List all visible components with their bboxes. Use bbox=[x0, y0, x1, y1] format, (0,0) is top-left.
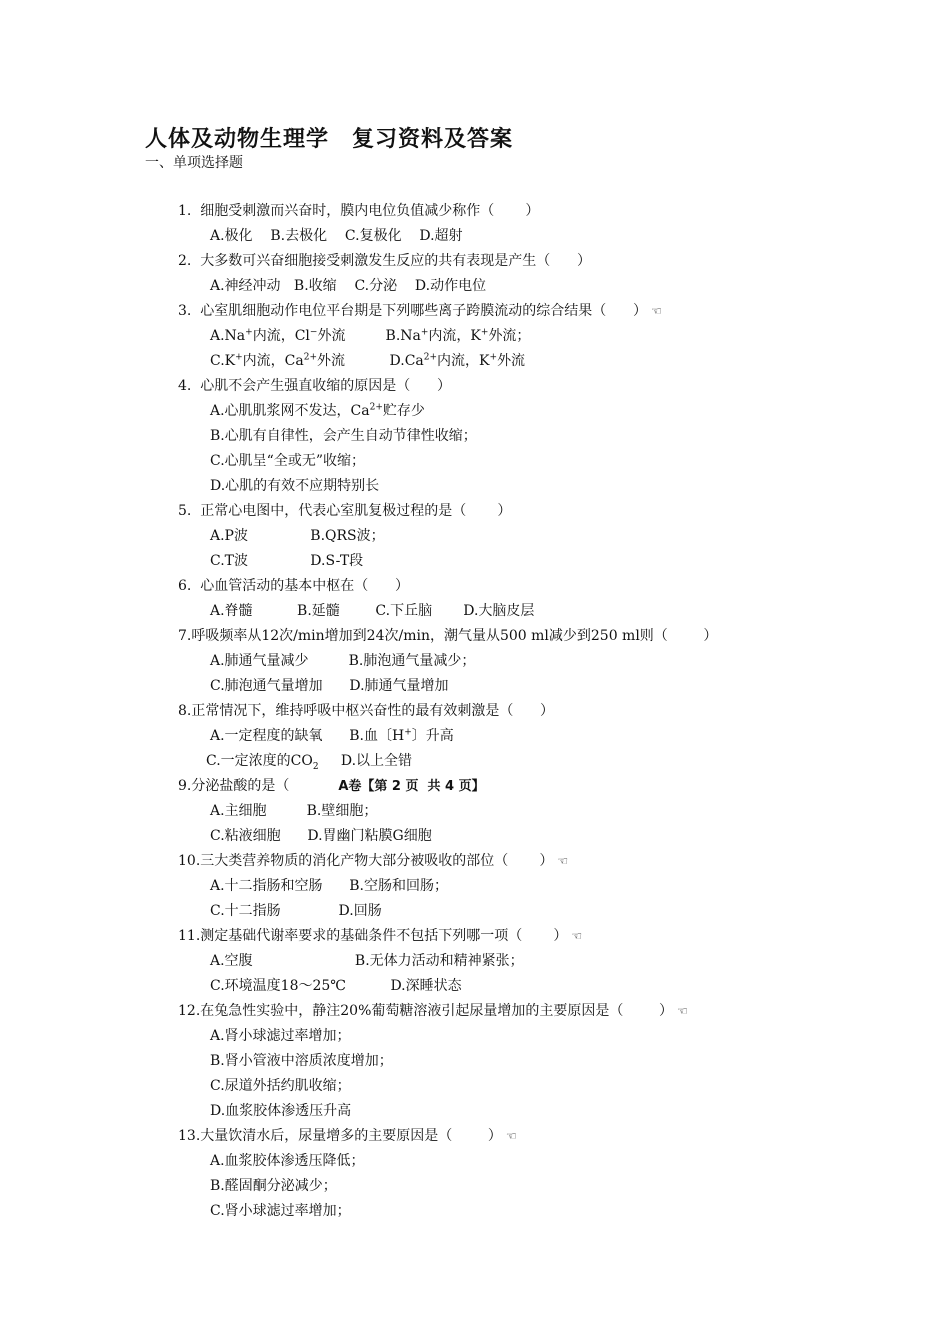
question-11-stem-line bbox=[178, 926, 582, 946]
question-11-options-ab: A.空腹 B.无体力活动和精神紧张； bbox=[210, 953, 524, 969]
hand-pointer-icon: ☜ bbox=[650, 304, 662, 318]
question-7-options-ab: A.肺通气量减少 B.肺泡通气量减少； bbox=[210, 653, 476, 669]
question-4-option-b: B.心肌有自律性，会产生自动节律性收缩； bbox=[210, 428, 477, 444]
question-3-stem-line bbox=[178, 301, 662, 321]
question-4-stem: 4. 心肌不会产生强直收缩的原因是（ ） bbox=[178, 378, 451, 394]
question-12-option-d: D.血浆胶体渗透压升高 bbox=[210, 1103, 352, 1119]
section-heading: 一、单项选择题 bbox=[145, 155, 243, 171]
question-13-stem: 13.大量饮清水后，尿量增多的主要原因是（ ） bbox=[178, 1128, 502, 1144]
question-8-stem: 8.正常情况下，维持呼吸中枢兴奋性的最有效刺激是（ ） bbox=[178, 703, 555, 719]
question-9-options-cd: C.粘液细胞 D.胃幽门粘膜G细胞 bbox=[210, 828, 432, 844]
question-13-option-b: B.醛固酮分泌减少； bbox=[210, 1178, 337, 1194]
question-9-options-ab: A.主细胞 B.壁细胞； bbox=[210, 803, 378, 819]
question-10-stem-line bbox=[178, 851, 568, 871]
question-13-option-a: A.血浆胶体渗透压降低； bbox=[210, 1153, 365, 1169]
question-12-option-b: B.肾小管液中溶质浓度增加； bbox=[210, 1053, 393, 1069]
question-12-option-a: A.肾小球滤过率增加； bbox=[210, 1028, 351, 1044]
question-5-options-cd: C.T波 D.S-T段 bbox=[210, 553, 364, 569]
question-3-options-ab: A.Na+内流，Cl−外流 B.Na+内流，K+外流； bbox=[210, 327, 531, 344]
question-7-options-cd: C.肺泡通气量增加 D.肺通气量增加 bbox=[210, 678, 449, 694]
question-9-stem: 9.分泌盐酸的是（ bbox=[178, 778, 339, 794]
question-2-stem: 2. 大多数可兴奋细胞接受刺激发生反应的共有表现是产生（ ） bbox=[178, 253, 591, 269]
question-12-stem-line bbox=[178, 1001, 688, 1021]
question-7-stem: 7.呼吸频率从12次/min增加到24次/min，潮气量从500 ml减少到250 ml则（ ） bbox=[178, 628, 718, 644]
hand-pointer-icon: ☜ bbox=[505, 1129, 517, 1143]
question-4-option-a: A.心肌肌浆网不发达，$Ca^{2+}$贮存少 bbox=[210, 402, 425, 419]
page-footer: A卷【第 2 页 共 4 页】 bbox=[338, 779, 485, 794]
question-5-stem: 5. 正常心电图中，代表心室肌复极过程的是（ ） bbox=[178, 503, 512, 519]
question-6-stem: 6. 心血管活动的基本中枢在（ ） bbox=[178, 578, 409, 594]
hand-pointer-icon: ☜ bbox=[676, 1004, 688, 1018]
question-11-options-cd: C.环境温度18～25℃ D.深睡状态 bbox=[210, 978, 462, 994]
question-5-options-ab: A.P波 B.QRS波； bbox=[210, 528, 385, 544]
hand-pointer-icon: ☜ bbox=[571, 929, 583, 943]
question-10-options-ab: A.十二指肠和空肠 B.空肠和回肠； bbox=[210, 878, 448, 894]
question-12-stem: 12.在兔急性实验中，静注20%葡萄糖溶液引起尿量增加的主要原因是（ ） bbox=[178, 1003, 673, 1019]
question-4-option-d: D.心肌的有效不应期特别长 bbox=[210, 478, 380, 494]
question-8-options-cd: C.一定浓度的$CO_2$ D.以上全错 bbox=[206, 753, 413, 772]
question-12-option-c: C.尿道外括约肌收缩； bbox=[210, 1078, 351, 1094]
question-10-options-cd: C.十二指肠 D.回肠 bbox=[210, 903, 382, 919]
question-1-stem: 1. 细胞受刺激而兴奋时，膜内电位负值减少称作（ ） bbox=[178, 203, 540, 219]
question-6-options: A.脊髓 B.延髓 C.下丘脑 D.大脑皮层 bbox=[210, 603, 535, 619]
question-13-stem-line bbox=[178, 1126, 517, 1146]
document-title: 人体及动物生理学 复习资料及答案 bbox=[145, 127, 514, 152]
question-9-stem-line bbox=[178, 776, 485, 797]
question-13-option-c: C.肾小球滤过率增加； bbox=[210, 1203, 351, 1219]
question-4-option-c: C.心肌呈“全或无”收缩； bbox=[210, 453, 365, 469]
question-3-stem: 3. 心室肌细胞动作电位平台期是下列哪些离子跨膜流动的综合结果（ ） bbox=[178, 303, 647, 319]
question-8-options-ab: A.一定程度的缺氧 B.血〔H+〕升高 bbox=[210, 727, 454, 744]
hand-pointer-icon: ☜ bbox=[557, 854, 569, 868]
question-11-stem: 11.测定基础代谢率要求的基础条件不包括下列哪一项（ ） bbox=[178, 928, 568, 944]
question-3-options-cd: C.K+内流，$Ca^{2+}$外流 $D.Ca^{2+}$内流，K+外流 bbox=[210, 352, 526, 369]
question-2-options: A.神经冲动 B.收缩 C.分泌 D.动作电位 bbox=[210, 278, 487, 294]
question-1-options: A.极化 B.去极化 C.复极化 D.超射 bbox=[210, 228, 463, 244]
question-10-stem: 10.三大类营养物质的消化产物大部分被吸收的部位（ ） bbox=[178, 853, 554, 869]
